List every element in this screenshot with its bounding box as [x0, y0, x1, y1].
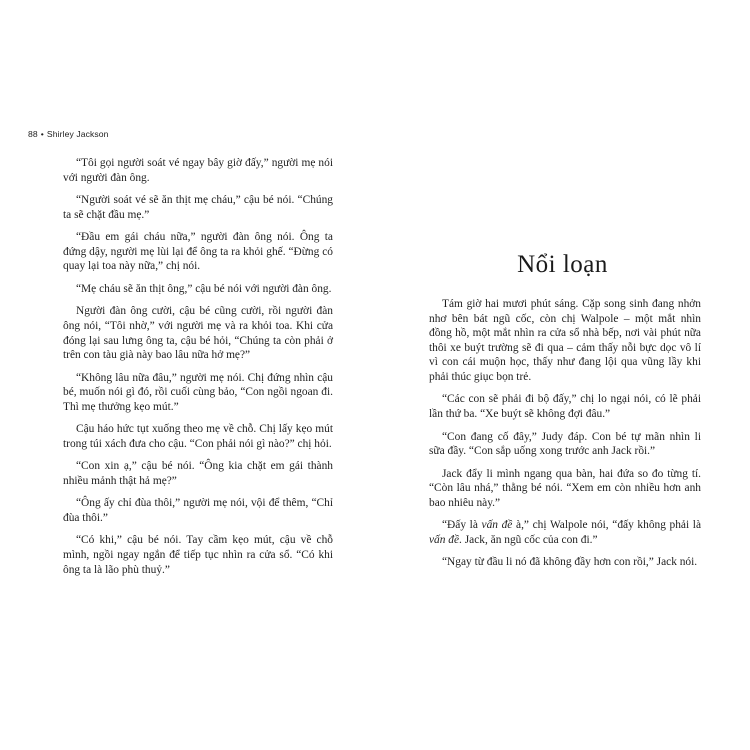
left-text-column [63, 156, 333, 585]
paragraph: “Tôi gọi người soát vé ngay bây giờ đấy,” người mẹ nói với người đàn ông. [63, 157, 333, 184]
paragraph: Người đàn ông cười, cậu bé cũng cười, rồi người đàn ông nói, “Tôi nhờ,” với người mẹ và ra khỏi toa. Khi cửa đóng lại sau lưng ông ta, cậu bé hỏi, “Chúng ta còn phải ở trên con tàu già này bao lâu nữa hở mẹ?” [63, 305, 333, 362]
emphasis: vấn đề [481, 519, 513, 532]
paragraph: “Mẹ cháu sẽ ăn thịt ông,” cậu bé nói với người đàn ông. [76, 282, 332, 295]
separator-bullet: • [40, 129, 44, 139]
paragraph: “Các con sẽ phải đi bộ đấy,” chị lo ngại nói, có lẽ phải lần thứ ba. “Xe buýt sẽ không đợi đâu.” [429, 393, 701, 421]
paragraph: “Đấy là vấn đề à,” chị Walpole nói, “đấy không phải là vấn đề. Jack, ăn ngũ cốc của con đi.” [429, 519, 702, 546]
page-number: 88 [28, 129, 38, 139]
paragraph: “Con xin ạ,” cậu bé nói. “Ông kia chặt em gái thành nhiều mảnh thật hả mẹ?” [63, 460, 333, 487]
paragraph: “Ngay từ đầu li nó đã không đầy hơn con rồi,” Jack nói. [442, 556, 698, 569]
right-text-column [429, 297, 701, 578]
paragraph: “Ông ấy chỉ đùa thôi,” người mẹ nói, vội để thêm, “Chỉ đùa thôi.” [63, 497, 333, 524]
paragraph: “Đầu em gái cháu nữa,” người đàn ông nói. Ông ta đứng dậy, người mẹ lùi lại để ông ta ra khỏi ghế. “Đừng có quay lại toa này nữa,” chị nói. [63, 231, 333, 273]
emphasis: vấn đề [429, 533, 460, 546]
chapter-title: Nổi loạn [517, 251, 608, 278]
author-name: Shirley Jackson [46, 129, 109, 139]
paragraph: Cậu háo hức tụt xuống theo mẹ về chỗ. Chị lấy kẹo mút trong túi xách đưa cho cậu. “Con phải nói gì nào?” chị hỏi. [63, 423, 333, 450]
paragraph: Tám giờ hai mươi phút sáng. Cặp song sinh đang nhởn nhơ bên bát ngũ cốc, còn chị Walpole – một mắt nhìn đồng hồ, một mắt nhìn ra cửa sổ nhà bếp, nơi vài phút nữa thôi xe buýt trường sẽ đi qua – cảm thấy nỗi bực dọc vô lí vì con cái muộn học, thấy như đang lội qua vũng lầy khi phải thúc giục bọn trẻ. [429, 298, 701, 383]
running-head [28, 129, 109, 139]
paragraph: “Không lâu nữa đâu,” người mẹ nói. Chị đứng nhìn cậu bé, muốn nói gì đó, rồi cuối cùng bảo, “Con ngồi ngoan đi. Thì mẹ thưởng kẹo mút.” [63, 371, 333, 413]
paragraph: “Người soát vé sẽ ăn thịt mẹ cháu,” cậu bé nói. “Chúng ta sẽ chặt đầu mẹ.” [63, 194, 333, 221]
paragraph: Jack đẩy li mình ngang qua bàn, hai đứa so đo từng tí. “Còn lâu nhá,” thằng bé nói. “Xem em còn nhiều hơn anh bao nhiêu này.” [429, 467, 701, 509]
paragraph: “Con đang cố đây,” Judy đáp. Con bé tự mãn nhìn li sữa đầy. “Con sắp uống xong trước anh Jack rồi.” [429, 430, 701, 458]
paragraph: “Có khi,” cậu bé nói. Tay cầm kẹo mút, cậu về chỗ mình, ngồi ngay ngắn để tiếp tục nhìn ra cửa sổ. “Có khi ông ta là lão phù thuỷ.” [63, 534, 333, 576]
